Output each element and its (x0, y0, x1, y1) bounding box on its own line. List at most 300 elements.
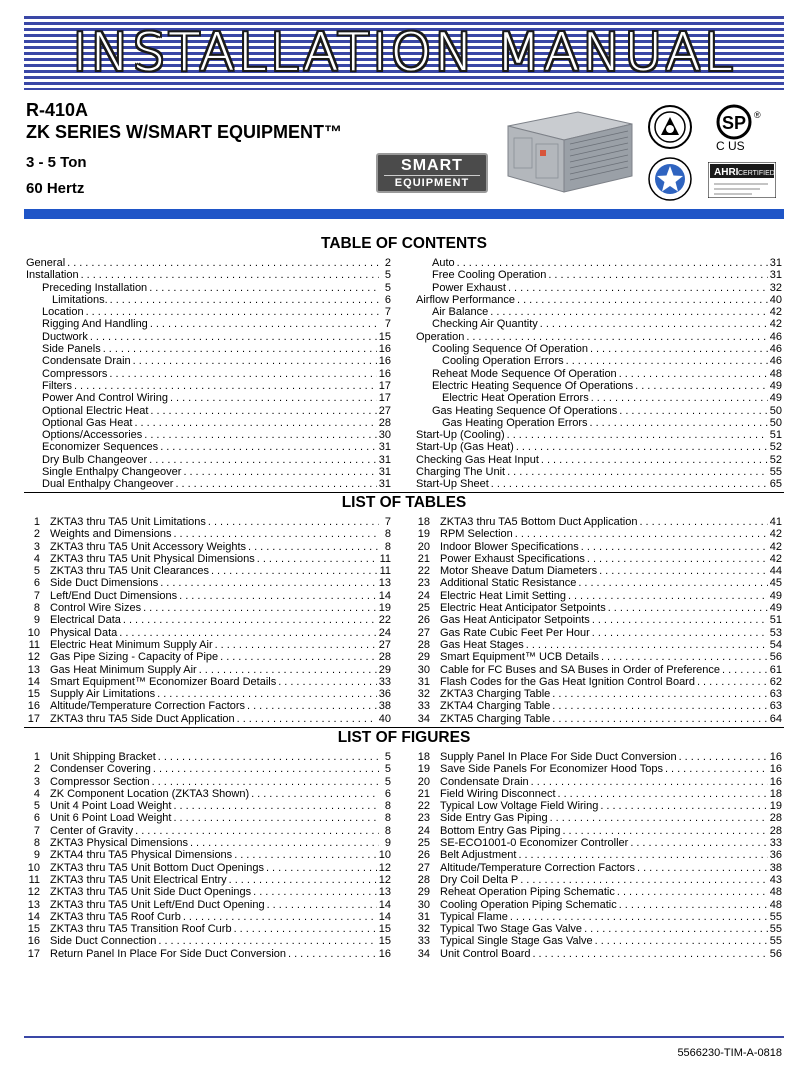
entry-page-number: 14 (378, 898, 391, 911)
dot-leader (665, 763, 768, 775)
dot-leader (153, 763, 379, 775)
dot-leader (253, 886, 377, 898)
entry-label: Optional Electric Heat (42, 404, 149, 417)
entry-number: 6 (33, 577, 40, 590)
dot-leader (568, 590, 768, 602)
entry-label: ZKTA5 Charging Table (440, 712, 551, 725)
dot-leader (173, 528, 379, 540)
entry-label: Charging The Unit (416, 466, 506, 479)
entry-label: ZKTA3 thru TA5 Unit Accessory Weights (50, 540, 247, 553)
toc-entry (26, 306, 391, 318)
entry-page-number: 16 (769, 763, 782, 776)
list-item (26, 837, 391, 849)
entry-number: 20 (417, 775, 430, 788)
list-item (26, 849, 391, 861)
entry-label: Installation (26, 269, 79, 282)
entry-label: Electric Heat Anticipator Setpoints (440, 602, 606, 615)
entry-label: ZKTA3 thru TA5 Unit Left/End Duct Opening (50, 898, 265, 911)
list-item (416, 528, 782, 540)
entry-label: Reheat Operation Piping Schematic (440, 886, 615, 899)
entry-page-number: 5 (384, 269, 391, 282)
list-item (416, 614, 782, 626)
entry-page-number: 63 (769, 688, 782, 701)
entry-label: ZKTA3 thru TA5 Unit Clearances (50, 565, 209, 578)
entry-number: 25 (417, 602, 430, 615)
footer-rule (24, 1036, 784, 1038)
entry-page-number: 52 (769, 453, 782, 466)
entry-label: Filters (42, 379, 72, 392)
entry-number: 27 (417, 626, 430, 639)
list-item (416, 923, 782, 935)
entry-label: Gas Heating Operation Errors (442, 416, 588, 429)
entry-number: 5 (33, 565, 40, 578)
tables-right-column (416, 516, 782, 725)
list-item (26, 528, 391, 540)
list-item (26, 639, 391, 651)
entry-number: 32 (417, 688, 430, 701)
dot-leader (135, 825, 379, 837)
entry-page-number: 53 (769, 626, 782, 639)
entry-number: 34 (417, 712, 430, 725)
entry-label: ZKTA3 thru TA5 Unit Bottom Duct Openings (50, 861, 264, 874)
entry-page-number: 18 (769, 787, 782, 800)
toc-entry (416, 405, 782, 417)
entry-label: Condensate Drain (42, 355, 131, 368)
list-item (26, 800, 391, 812)
entry-label: RPM Selection (440, 528, 513, 541)
dot-leader (81, 269, 379, 281)
dot-leader (90, 331, 377, 343)
toc-entry (416, 306, 782, 318)
entry-page-number: 28 (378, 651, 391, 664)
entry-page-number: 11 (379, 565, 391, 578)
entry-page-number: 46 (769, 343, 782, 356)
entry-page-number: 17 (378, 392, 391, 405)
entry-page-number: 28 (769, 812, 782, 825)
list-item (416, 849, 782, 861)
toc-entry (416, 441, 782, 453)
list-item (26, 688, 391, 700)
entry-number: 13 (27, 898, 40, 911)
entry-page-number: 51 (769, 614, 782, 627)
toc-entry (416, 368, 782, 380)
entry-page-number: 50 (769, 404, 782, 417)
section-divider (24, 492, 784, 493)
dot-leader (591, 392, 768, 404)
toc-entry (26, 441, 391, 453)
list-item (26, 874, 391, 886)
entry-label: Unit 6 Point Load Weight (50, 812, 172, 825)
list-of-figures-heading: LIST OF FIGURES (337, 729, 471, 746)
entry-label: Typical Flame (440, 910, 508, 923)
entry-page-number: 42 (769, 318, 782, 331)
entry-label: Gas Rate Cubic Feet Per Hour (440, 626, 590, 639)
entry-label: ZKTA3 thru TA5 Unit Physical Dimensions (50, 552, 255, 565)
entry-page-number: 38 (769, 861, 782, 874)
entry-page-number: 7 (384, 516, 391, 528)
entry-number: 10 (27, 861, 40, 874)
entry-page-number: 48 (769, 886, 782, 899)
entry-number: 4 (33, 552, 40, 565)
dot-leader (199, 664, 377, 676)
entry-page-number: 16 (769, 751, 782, 763)
dot-leader (229, 874, 377, 886)
entry-page-number: 40 (769, 293, 782, 306)
entry-number: 16 (27, 935, 40, 948)
entry-number: 27 (417, 861, 430, 874)
entry-number: 14 (27, 675, 40, 688)
entry-page-number: 8 (384, 540, 391, 553)
list-item (26, 516, 391, 528)
entry-number: 21 (417, 552, 430, 565)
entry-label: Auto (432, 257, 455, 269)
list-item (26, 886, 391, 898)
entry-number: 5 (33, 800, 40, 813)
list-item (416, 751, 782, 763)
list-item (26, 899, 391, 911)
entry-page-number: 33 (769, 837, 782, 850)
entry-number: 13 (27, 663, 40, 676)
dot-leader (510, 911, 768, 923)
list-item (416, 590, 782, 602)
entry-page-number: 61 (769, 663, 782, 676)
entry-label: ZKTA3 thru TA5 Roof Curb (50, 910, 181, 923)
list-item (416, 763, 782, 775)
list-item (416, 812, 782, 824)
dot-leader (595, 935, 768, 947)
dot-leader (149, 454, 377, 466)
entry-label: Start-Up (Cooling) (416, 429, 505, 442)
dot-leader (578, 577, 767, 589)
entry-page-number: 10 (378, 849, 391, 862)
dot-leader (211, 565, 378, 577)
toc-entry (26, 478, 391, 490)
entry-number: 1 (33, 516, 40, 528)
list-item (416, 886, 782, 898)
entry-label: ZKTA3 thru TA5 Transition Roof Curb (50, 923, 232, 936)
toc-entry (416, 380, 782, 392)
dot-leader (183, 466, 376, 478)
entry-label: Cable for FC Buses and SA Buses in Order of Preference (440, 663, 721, 676)
entry-number: 22 (417, 565, 430, 578)
entry-label: Optional Gas Heat (42, 416, 133, 429)
entry-label: Options/Accessories (42, 429, 143, 442)
entry-number: 3 (33, 540, 40, 553)
dot-leader (679, 751, 768, 763)
dot-leader (288, 948, 377, 960)
entry-number: 4 (33, 787, 40, 800)
entry-number: 31 (417, 675, 430, 688)
dot-leader (173, 800, 379, 812)
series-title: ZK SERIES W/SMART EQUIPMENT™ (26, 122, 343, 142)
entry-page-number: 43 (769, 873, 782, 886)
list-item (26, 700, 391, 712)
dot-leader (110, 294, 379, 306)
entry-page-number: 16 (378, 355, 391, 368)
dot-leader (170, 392, 377, 404)
dot-leader (74, 380, 377, 392)
dot-leader (630, 837, 767, 849)
entry-label: Cooling Operation Errors (442, 355, 564, 368)
toc-entry (26, 392, 391, 404)
entry-page-number: 13 (378, 577, 391, 590)
dot-leader (592, 627, 768, 639)
list-item (416, 800, 782, 812)
toc-entry (416, 429, 782, 441)
entry-number: 2 (33, 763, 40, 776)
entry-page-number: 6 (384, 787, 391, 800)
entry-page-number: 33 (378, 675, 391, 688)
toc-entry (26, 318, 391, 330)
dot-leader (251, 788, 379, 800)
dot-leader (540, 318, 768, 330)
entry-label: Rigging And Handling (42, 318, 148, 331)
entry-page-number: 8 (384, 812, 391, 825)
dot-leader (562, 825, 767, 837)
dot-leader (541, 454, 768, 466)
entry-page-number: 55 (769, 910, 782, 923)
entry-page-number: 22 (378, 614, 391, 627)
dot-leader (133, 355, 377, 367)
entry-label: Air Balance (432, 306, 489, 319)
entry-label: Side Panels (42, 343, 101, 356)
entry-page-number: 28 (769, 824, 782, 837)
entry-label: Dry Coil Delta P (440, 873, 519, 886)
entry-label: Smart Equipment™ Economizer Board Details (50, 675, 277, 688)
entry-page-number: 65 (769, 478, 782, 491)
entry-label: Condenser Covering (50, 763, 151, 776)
entry-page-number: 9 (384, 837, 391, 850)
dot-leader (237, 713, 377, 725)
entry-page-number: 36 (378, 688, 391, 701)
list-item (26, 565, 391, 577)
entry-number: 29 (417, 651, 430, 664)
entry-page-number: 16 (378, 343, 391, 356)
dot-leader (152, 776, 379, 788)
entry-label: Return Panel In Place For Side Duct Conversion (50, 947, 287, 960)
entry-page-number: 17 (378, 379, 391, 392)
hertz-label: 60 Hertz (26, 180, 85, 197)
dot-leader (150, 318, 379, 330)
entry-label: Electric Heat Limit Setting (440, 589, 566, 602)
entry-label: Cooling Operation Piping Schematic (440, 898, 617, 911)
toc-entry (26, 331, 391, 343)
entry-label: Unit Control Board (440, 947, 531, 960)
entry-page-number: 50 (769, 416, 782, 429)
list-item (26, 553, 391, 565)
dot-leader (601, 651, 768, 663)
entry-label: Power Exhaust Specifications (440, 552, 585, 565)
entry-label: Electric Heating Sequence Of Operations (432, 379, 634, 392)
toc-entry (26, 294, 391, 306)
dot-leader (490, 306, 767, 318)
entry-number: 18 (417, 751, 430, 763)
entry-label: Side Entry Gas Piping (440, 812, 548, 825)
entry-page-number: 46 (769, 330, 782, 343)
toc-entry (26, 429, 391, 441)
toc-entry (26, 380, 391, 392)
toc-right-column (416, 257, 782, 491)
dot-leader (558, 788, 768, 800)
entry-label: Unit Shipping Bracket (50, 751, 156, 763)
dot-leader (220, 651, 377, 663)
entry-number: 12 (27, 886, 40, 899)
entry-number: 14 (27, 910, 40, 923)
toc-entry (26, 257, 391, 269)
entry-label: Additional Static Resistance (440, 577, 577, 590)
entry-label: Typical Single Stage Gas Valve (440, 935, 593, 948)
list-item (26, 614, 391, 626)
entry-page-number: 8 (384, 528, 391, 541)
dot-leader (590, 343, 768, 355)
toc-entry (416, 282, 782, 294)
tables-left-column (26, 516, 391, 725)
entry-label: Left/End Duct Dimensions (50, 589, 178, 602)
entry-label: Unit 4 Point Load Weight (50, 800, 172, 813)
entry-label: ZKTA3 thru TA5 Unit Limitations (50, 516, 206, 528)
entry-label: ZKTA3 thru TA5 Bottom Duct Application (440, 516, 638, 528)
figures-right-column (416, 751, 782, 960)
entry-number: 25 (417, 837, 430, 850)
list-item (26, 627, 391, 639)
entry-number: 19 (417, 528, 430, 541)
entry-number: 15 (27, 923, 40, 936)
dot-leader (637, 862, 768, 874)
entry-page-number: 5 (384, 751, 391, 763)
entry-label: Checking Air Quantity (432, 318, 538, 331)
entry-number: 16 (27, 700, 40, 713)
entry-page-number: 11 (379, 552, 391, 565)
entry-page-number: 14 (378, 589, 391, 602)
entry-number: 26 (417, 849, 430, 862)
entry-page-number: 48 (769, 898, 782, 911)
dot-leader (507, 429, 768, 441)
list-item (416, 713, 782, 725)
entry-label: Side Duct Dimensions (50, 577, 159, 590)
dot-leader (183, 911, 377, 923)
entry-label: Gas Heat Anticipator Setpoints (440, 614, 590, 627)
entry-number: 22 (417, 800, 430, 813)
toc-entry (416, 355, 782, 367)
entry-page-number: 28 (378, 416, 391, 429)
list-of-tables-heading: LIST OF TABLES (341, 494, 467, 511)
entry-page-number: 63 (769, 700, 782, 713)
dot-leader (150, 405, 376, 417)
entry-label: Power And Control Wiring (42, 392, 168, 405)
dot-leader (526, 639, 768, 651)
entry-number: 33 (417, 700, 430, 713)
list-item (26, 751, 391, 763)
dot-leader (86, 306, 379, 318)
dot-leader (619, 368, 768, 380)
entry-number: 21 (417, 787, 430, 800)
smart-logo-line1: SMART (401, 157, 463, 174)
toc-entry (26, 282, 391, 294)
ahri-line1: AHRI (714, 167, 739, 178)
dot-leader (119, 627, 376, 639)
dot-leader (507, 466, 768, 478)
toc-entry (416, 318, 782, 330)
entry-page-number: 16 (769, 775, 782, 788)
entry-number: 32 (417, 923, 430, 936)
entry-label: Field Wiring Disconnect (440, 787, 556, 800)
entry-page-number: 42 (769, 528, 782, 541)
entry-label: Save Side Panels For Economizer Hood Tops (440, 763, 663, 776)
entry-label: Economizer Sequences (42, 441, 159, 454)
list-item (26, 776, 391, 788)
entry-label: Reheat Mode Sequence Of Operation (432, 367, 617, 380)
figures-left-column (26, 751, 391, 960)
entry-page-number: 15 (378, 330, 391, 343)
entry-number: 29 (417, 886, 430, 899)
list-item (416, 688, 782, 700)
entry-page-number: 44 (769, 565, 782, 578)
entry-page-number: 19 (378, 602, 391, 615)
entry-label: ZKTA3 thru TA5 Unit Electrical Entry (50, 873, 227, 886)
list-item (416, 602, 782, 614)
entry-label: Altitude/Temperature Correction Factors (50, 700, 246, 713)
dot-leader (520, 874, 768, 886)
certification-seal-icon (647, 104, 693, 150)
list-item (416, 788, 782, 800)
entry-label: Physical Data (50, 626, 118, 639)
smart-equipment-logo (376, 153, 488, 193)
entry-number: 8 (33, 602, 40, 615)
toc-entry (416, 454, 782, 466)
entry-number: 23 (417, 812, 430, 825)
toc-entry (26, 368, 391, 380)
dot-leader (552, 688, 767, 700)
dot-leader (581, 541, 768, 553)
dot-leader (592, 614, 768, 626)
entry-label: Smart Equipment™ UCB Details (440, 651, 599, 664)
csa-letters: SP (721, 113, 747, 133)
entry-number: 24 (417, 589, 430, 602)
entry-page-number: 30 (378, 429, 391, 442)
dot-leader (158, 935, 376, 947)
entry-page-number: 27 (378, 638, 391, 651)
entry-page-number: 16 (378, 367, 391, 380)
dot-leader (247, 700, 377, 712)
list-item (26, 541, 391, 553)
dot-leader (619, 405, 767, 417)
refrigerant-label: R-410A (26, 100, 89, 120)
list-item (26, 590, 391, 602)
dot-leader (123, 614, 377, 626)
entry-label: Flash Codes for the Gas Heat Ignition Control Board (440, 675, 695, 688)
entry-page-number: 31 (378, 453, 391, 466)
toc-left-column (26, 257, 391, 491)
entry-number: 17 (27, 712, 40, 725)
entry-page-number: 42 (769, 306, 782, 319)
entry-number: 2 (33, 528, 40, 541)
list-item (26, 651, 391, 663)
list-item (416, 577, 782, 589)
list-item (26, 577, 391, 589)
list-item (416, 565, 782, 577)
entry-label: Condensate Drain (440, 775, 529, 788)
list-item (416, 700, 782, 712)
dot-leader (566, 355, 768, 367)
entry-page-number: 7 (384, 318, 391, 331)
entry-page-number: 64 (769, 712, 782, 725)
toc-entry (416, 257, 782, 269)
entry-label: Typical Low Voltage Field Wiring (440, 800, 599, 813)
list-item (26, 935, 391, 947)
list-item (416, 899, 782, 911)
dot-leader (531, 776, 768, 788)
entry-page-number: 48 (769, 367, 782, 380)
